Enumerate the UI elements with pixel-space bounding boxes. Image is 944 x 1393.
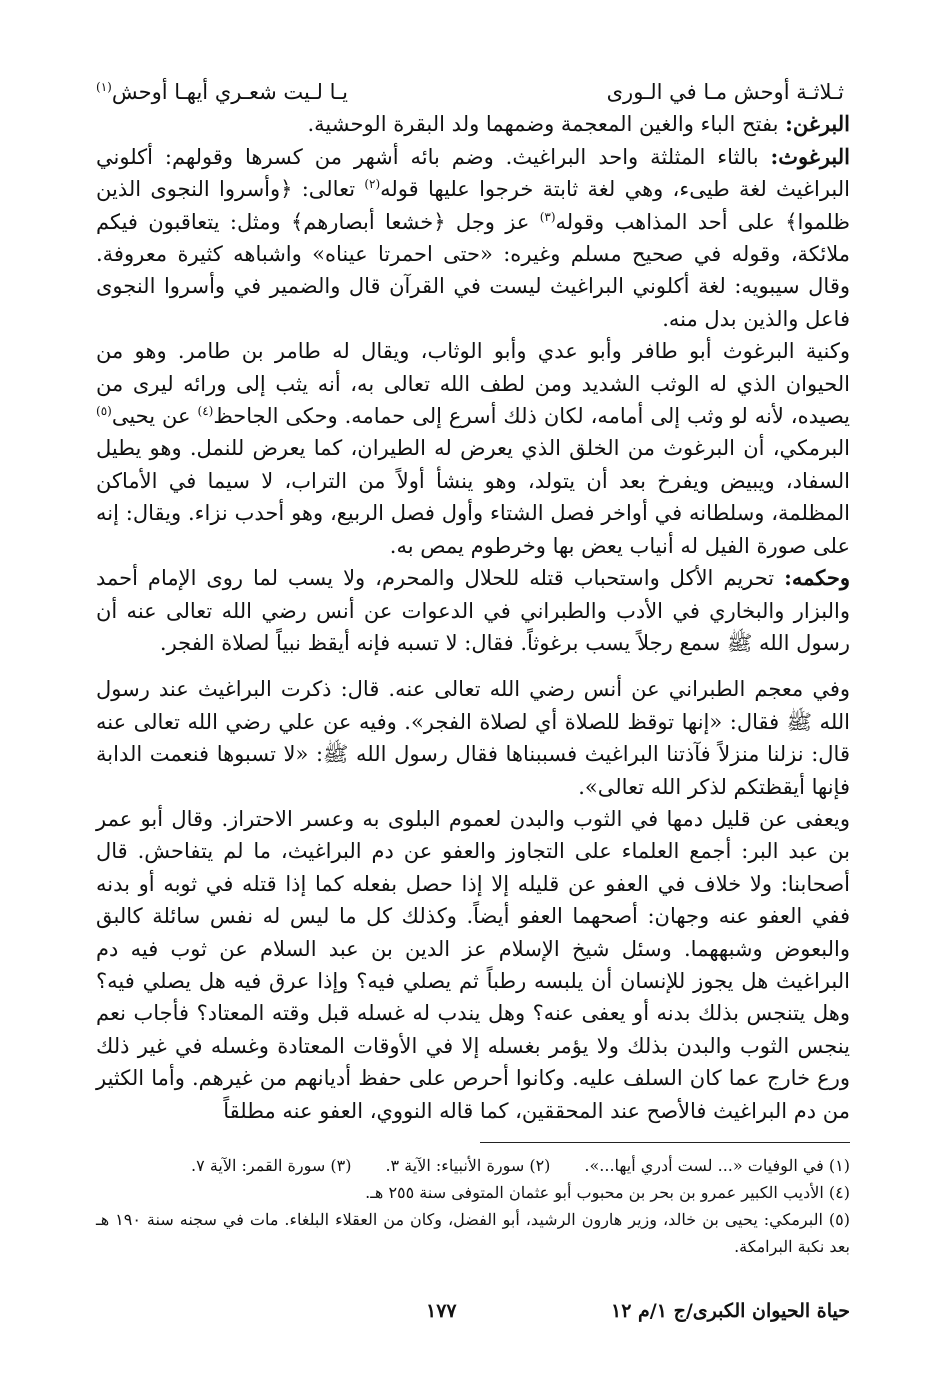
footnote-divider (480, 1142, 850, 1143)
entry-barghan (96, 108, 850, 140)
entry-term: وحكمه: (784, 565, 850, 591)
poem-verse (96, 76, 850, 108)
footnotes (96, 1152, 850, 1260)
paragraph-ruling: وحكمه: تحريم الأكل واستحباب قتله للحلال والمحرم، ولا يسب لما روى الإمام أحمد والبزار والبخاري في الأدب والطبراني في الدعوات عن أنس رضي الله تعالى عنه أن رسول الله ﷺ سمع رجلاً يسب برغوثاً. فقال: لا تسبه فإنه أيقظ نبياً لصلاة الفجر. (96, 565, 850, 655)
page-number: ١٧٧ (426, 1300, 457, 1322)
footnote-marker: (٤) (197, 404, 214, 419)
footnote-marker: (٢) (364, 177, 381, 192)
book-signature: حياة الحيوان الكبرى/ج ١/م ١٢ (610, 1300, 850, 1322)
paragraph-tabarani: وفي معجم الطبراني عن أنس رضي الله تعالى عنه. قال: ذكرت البراغيث عند رسول الله ﷺ فقال: «إنها توقظ للصلاة أي لصلاة الفجر». وفيه عن علي رضي الله تعالى عنه قال: نزلنا منزلاً فآذتنا البراغيث فسببناها فقال رسول الله ﷺ: «لا تسبوها فنعمت الدابة فإنها أيقظتكم لذكر الله تعالى». (96, 677, 850, 799)
page-footer (96, 1300, 850, 1330)
paragraph-pardon: ويعفى عن قليل دمها في الثوب والبدن لعموم البلوى به وعسر الاحتراز. وقال أبو عمر بن عبد البر: أجمع العلماء على التجاوز والعفو عن دم البراغيث، ما لم يتفاحش. قال أصحابنا: ولا خلاف في العفو عن قليله إلا إذا حصل بفعله كما إذا قتله في ثوبه أو بدنه ففي العفو عنه وجهان: أصحهما العفو أيضاً. وكذلك كل ما ليس له نفس سائلة كالبق والبعوض وشبههما. وسئل شيخ الإسلام عز الدين بن عبد السلام عن ثوب فيه دم البراغيث هل يجوز للإنسان أن يلبسه رطباً ثم يصلي فيه؟ وإذا عرق فيه هل يصلي فيه؟ وهل يتنجس بذلك بدنه أو يعفى عنه؟ وهل يندب له غسله قبل وقته المعتاد؟ فأجاب نعم ينجس الثوب والبدن بذلك ولا يؤمر بغسله إلا في الأوقات المعتادة وغسله في غير ذلك ورع خارج عما كان السلف عليه. وكانوا أحرص على حفظ أديانهم من غيرهم. وأما الكثير من دم البراغيث فالأصح عند المحققين، كما قاله النووي، العفو عنه مطلقاً (96, 806, 850, 1123)
entry-term: البرغوث: (770, 143, 850, 169)
footnote-4: (٤) الأديب الكبير عمرو بن بحر بن محبوب أبو عثمان المتوفى سنة ٢٥٥ هـ. (365, 1183, 850, 1202)
entry-term: البرغن: (785, 111, 850, 137)
main-text (96, 76, 850, 1127)
entry-barghuth: البرغوث: بالثاء المثلثة واحد البراغيث. وضم بائه أشهر من كسرها وقولهم: أكلوني البراغيث لغة طيىء، وهي لغة ثابتة خرجوا عليها قوله$^{(٢)}$ تعالى: ﴿وأسروا النجوى الذين ظلموا﴾ على أحد المذاهب وقوله$^{(٣)}$ عز وجل ﴿خشعا أبصارهم﴾ ومثل: يتعاقبون فيكم ملائكة، وقوله في صحيح مسلم وغيره: «حتى احمرتا عيناه» واشباهه كثيرة معروفة. وقال سيبويه: لغة أكلوني البراغيث ليست في القرآن قال والضمير في وأسروا النجوى فاعل والذين بدل منه. (96, 143, 850, 331)
entry-text: بفتح الباء والغين المعجمة وضمهما ولد البقرة الوحشية. (307, 112, 786, 137)
footnote-marker: (٣) (539, 209, 556, 224)
footnote-1: (١) في الوفيات «... لست أدري أيها...». (584, 1156, 850, 1175)
paragraph-kunya: وكنية البرغوث أبو طافر وأبو عدي وأبو الوثاب، ويقال له طامر بن طامر. وهو من الحيوان الذي له الوثب الشديد ومن لطف الله تعالى به، أنه يثب إلى ورائه ليرى من يصيده، لأنه لو وثب إلى أمامه، لكان ذلك أسرع إلى حمامه. وحكى الجاحظ$^{(٤)}$ عن يحيى$^{(٥)}$ البرمكي، أن البرغوث من الخلق الذي يعرض له الطيران، كما يعرض للنمل. وهو يطيل السفاد، ويبيض ويفرخ بعد أن يتولد، وهو ينشأ أولاً من التراب، لا سيما في الأماكن المظلمة، وسلطانه في أواخر فصل الشتاء وأول فصل الربيع، وهو أحدب نزاء. ويقال: إنه على صورة الفيل له أنياب يعض بها وخرطوم يمص به. (96, 339, 851, 558)
footnote-2: (٢) سورة الأنبياء: الآية ٣. (385, 1156, 551, 1175)
footnote-3: (٣) سورة القمر: الآية ٧. (191, 1156, 352, 1175)
footnote-5: (٥) البرمكي: يحيى بن خالد، وزير هارون الرشيد، أبو الفضل، وكان من العقلاء البلغاء. مات في سجنه سنة ١٩٠ هـ بعد نكبة البرامكة. (96, 1210, 850, 1256)
verse-second-hemistich: يـا لـيت شعـري أيهـا أوحش(١) (96, 80, 348, 104)
footnote-row (96, 1152, 850, 1179)
verse-first-hemistich: ثـلاثـة أوحش مـا في الـورى (606, 80, 844, 104)
footnote-marker: (٥) (96, 404, 112, 419)
